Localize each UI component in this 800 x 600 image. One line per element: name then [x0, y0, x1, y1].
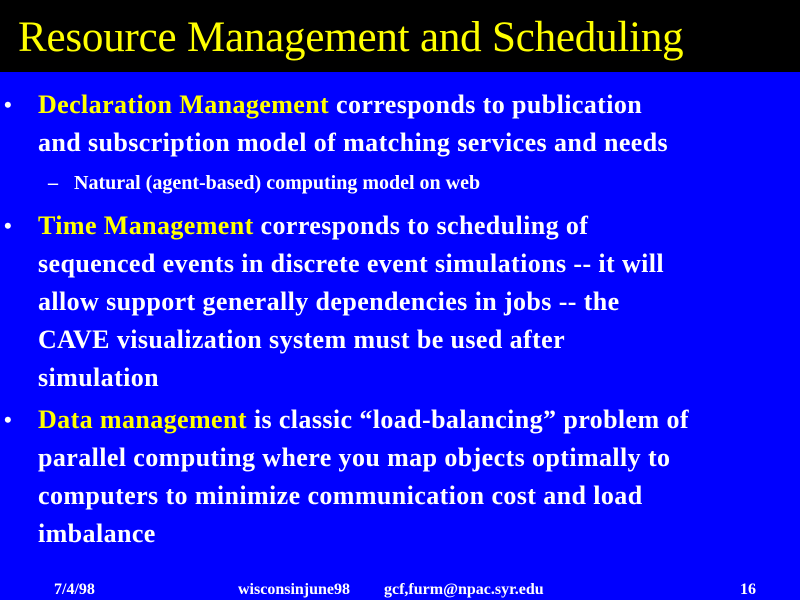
bullet-time-management: [4, 207, 778, 397]
bullet-dot-icon: •: [4, 92, 13, 117]
footer-page-number: 16: [740, 581, 756, 598]
bullet-dot-icon: •: [4, 407, 13, 432]
bullet-dot-icon: •: [4, 213, 13, 238]
bullet-highlight: Data management: [38, 405, 247, 434]
footer-email: gcf,furm@npac.syr.edu: [384, 581, 544, 598]
sub-bullet-natural-model: [48, 169, 481, 197]
footer-date: 7/4/98: [54, 581, 95, 598]
bullet-line: and subscription model of matching services and needs: [38, 128, 669, 157]
bullet-line: computers to minimize communication cost and load: [38, 481, 643, 510]
bullet-line: [38, 86, 778, 124]
bullet-line: parallel computing where you map objects optimally to: [38, 443, 671, 472]
sub-bullet-dash-icon: –: [48, 172, 58, 194]
bullet-text: is classic “load-balancing” problem of: [246, 405, 689, 434]
bullet-highlight: Time Management: [38, 211, 254, 240]
bullet-line: sequenced events in discrete event simulations -- it will: [38, 249, 665, 278]
bullet-data-management: [4, 401, 798, 553]
bullet-text: corresponds to scheduling of: [253, 211, 589, 240]
bullet-line: allow support generally dependencies in jobs -- the: [38, 287, 620, 316]
bullet-text: corresponds to publication: [329, 90, 643, 119]
title-bar: [0, 0, 800, 72]
bullet-line: [38, 401, 798, 439]
bullet-line: imbalance: [38, 519, 156, 548]
bullet-line: [38, 207, 778, 245]
bullet-declaration-management: [4, 86, 778, 162]
footer-event: wisconsinjune98: [238, 581, 351, 598]
bullet-line: simulation: [38, 363, 160, 392]
bullet-line: CAVE visualization system must be used after: [38, 325, 566, 354]
slide-title: Resource Management and Scheduling: [18, 14, 684, 61]
sub-bullet-text: Natural (agent-based) computing model on web: [74, 172, 481, 194]
bullet-highlight: Declaration Management: [38, 90, 330, 119]
